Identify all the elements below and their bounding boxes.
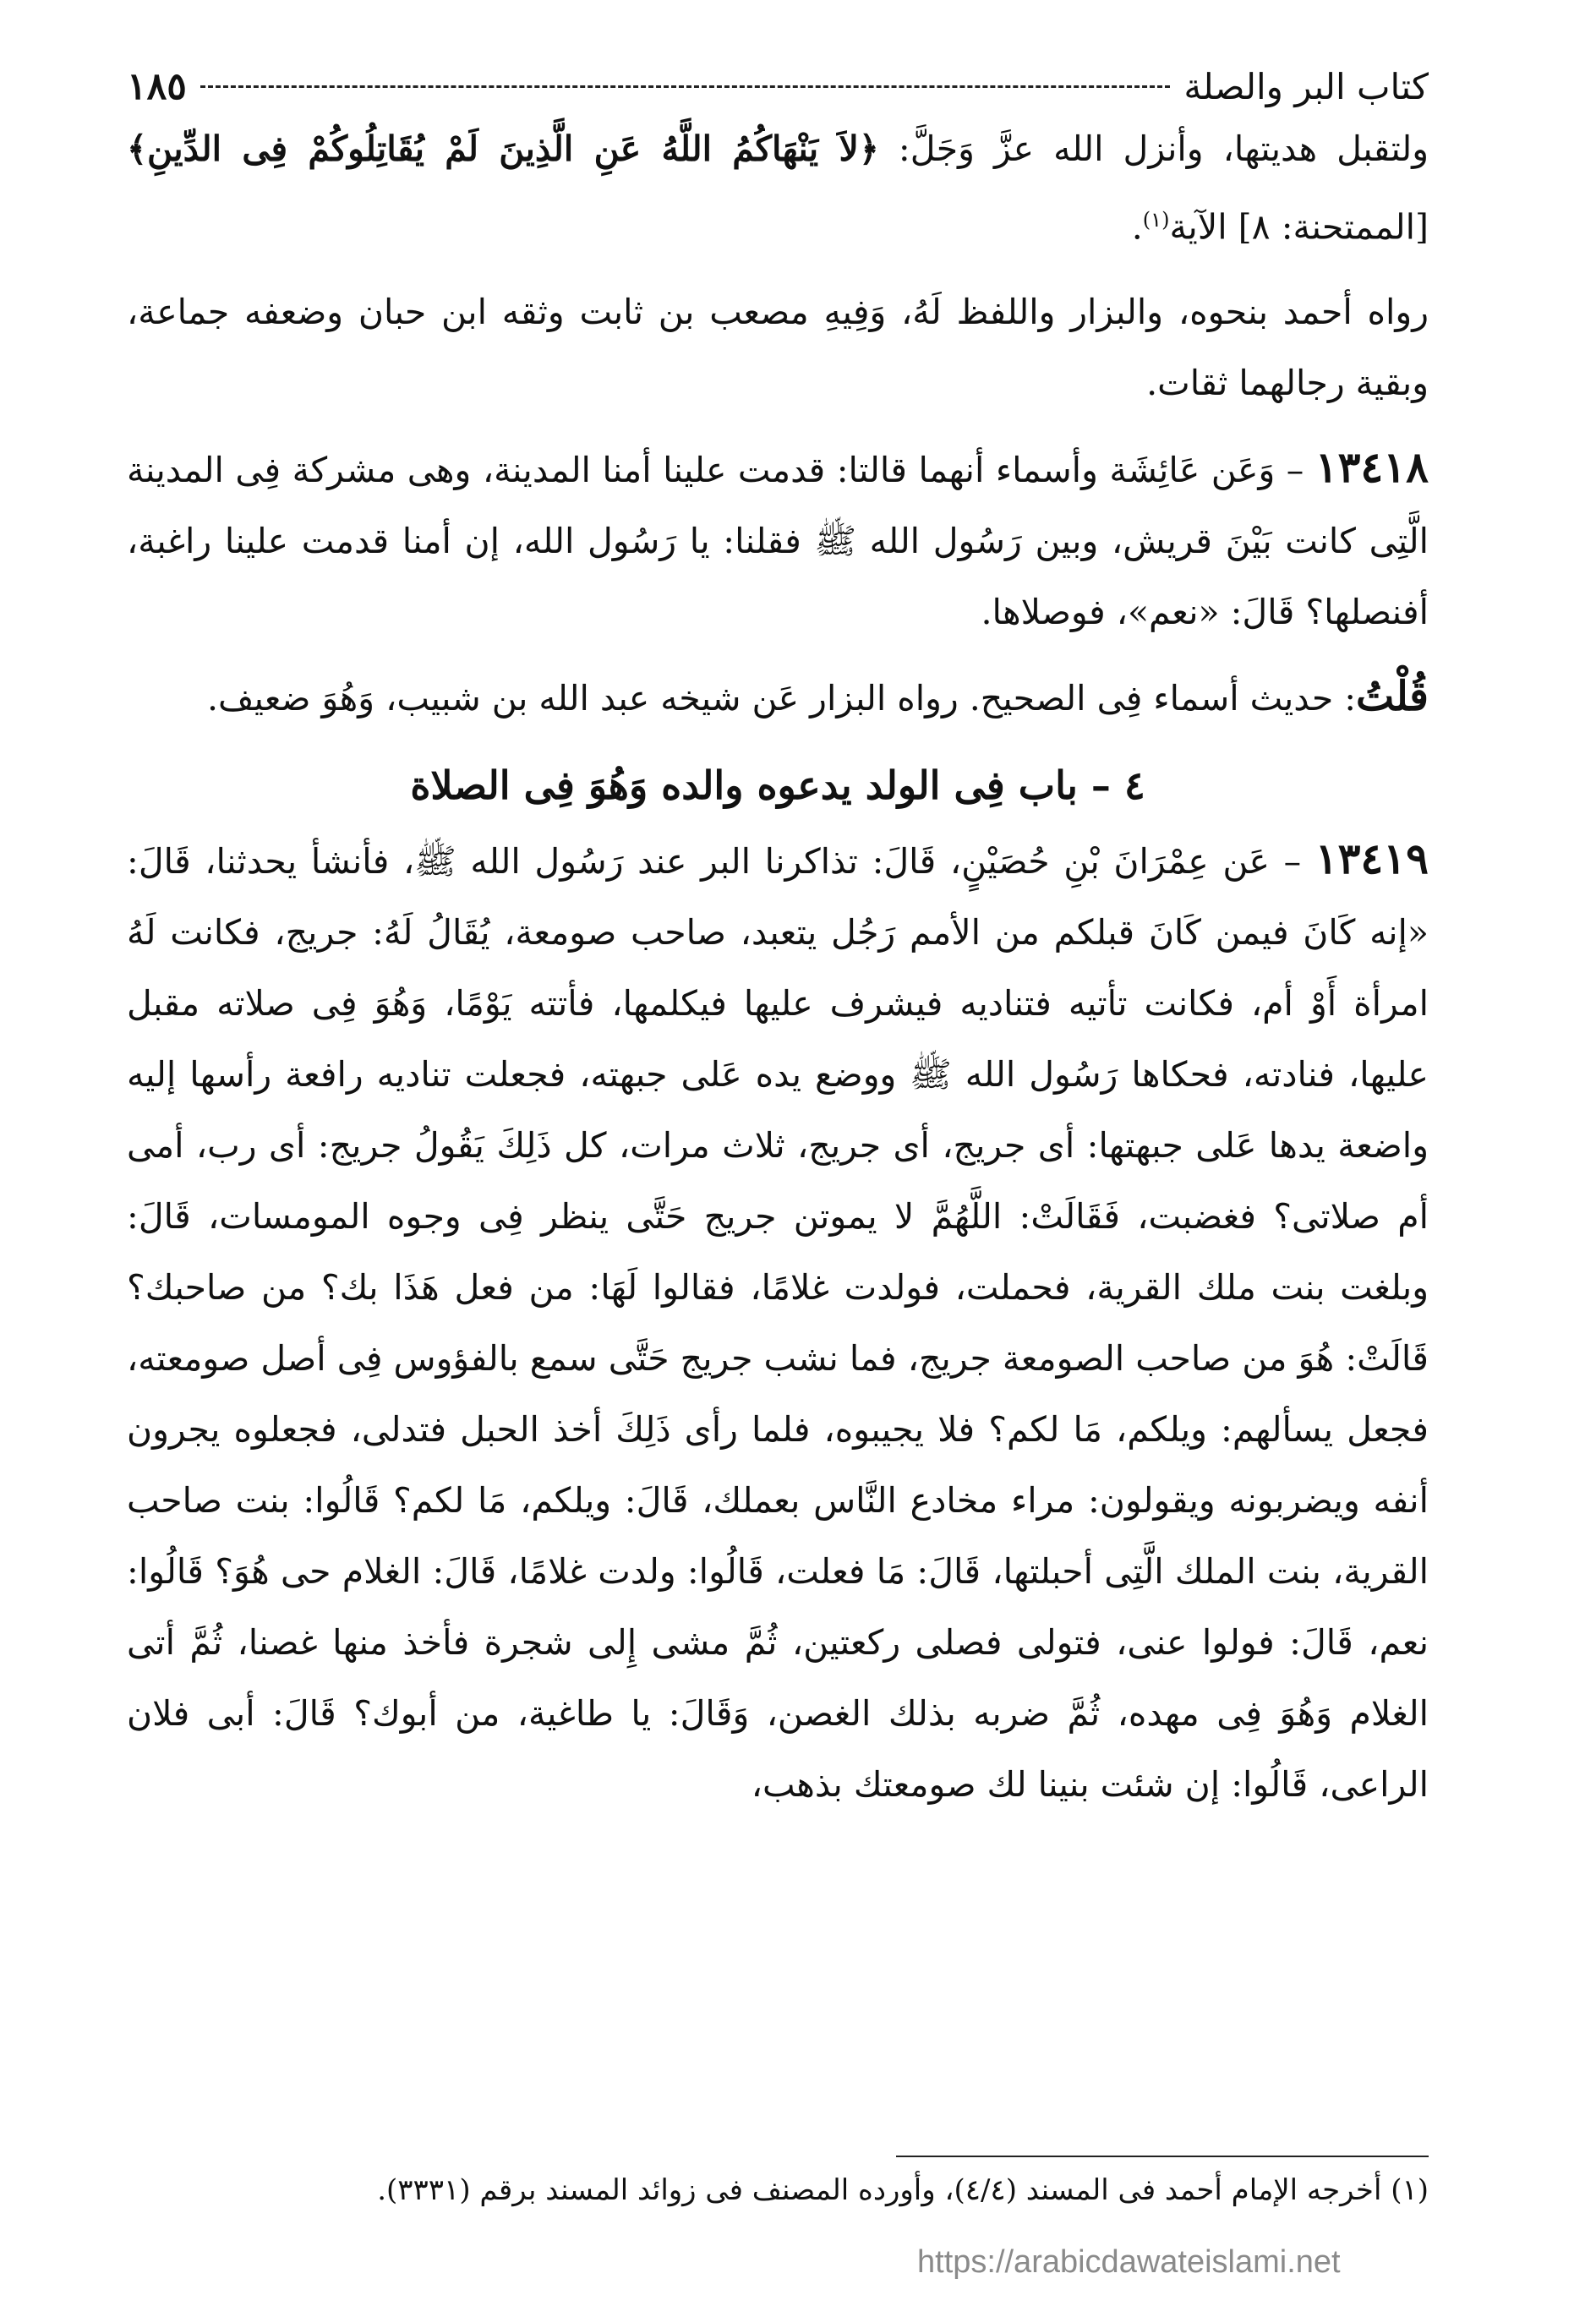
running-head	[127, 59, 1429, 113]
hadith-13419	[127, 823, 1429, 1820]
page-body	[127, 59, 1429, 1830]
sentence-end: .	[1131, 206, 1143, 248]
footnote-marker: (١)	[1142, 208, 1170, 232]
qult-text: : حديث أسماء فِى الصحيح. رواه البزار عَن شيخه عبد الله بن شبيب، وَهُوَ ضعيف.	[207, 677, 1357, 719]
watermark-url: https://arabicdawateislami.net	[917, 2244, 1341, 2280]
paragraph-continuation	[127, 113, 1429, 263]
footnote: (١) أخرجه الإمام أحمد فى المسند (٤/٤)، وأورده المصنف فى زوائد المسند برقم (٣٣٣١).	[377, 2173, 1429, 2207]
hadith-text: – وَعَن عَائِشَة وأسماء أنهما قالتا: قدمت علينا أمنا المدينة، وهى مشركة فِى المدينة الَّتِى كانت بَيْنَ قريش، وبين رَسُول الله ﷺ فقلنا: يا رَسُول الله، إن أمنا قدمت علينا راغبة، أفنصلها؟ قَالَ: «نعم»، فوصلاها.	[127, 449, 1429, 632]
page-number: ١٨٥	[127, 64, 187, 108]
quran-verse: ﴿لاَ يَنْهَاكُمُ اللَّهُ عَنِ الَّذِينَ لَمْ يُقَاتِلُوكُمْ فِى الدِّينِ﴾	[127, 128, 879, 169]
hadith-13418	[127, 432, 1429, 648]
qult-comment	[127, 661, 1429, 734]
running-title: كتاب البر والصلة	[1183, 65, 1429, 107]
paragraph-text: رواه أحمد بنحوه، والبزار واللفظ لَهُ، وَفِيهِ مصعب بن ثابت وثقه ابن حبان وضعفه جماعة، وبقية رجالهما ثقات.	[127, 291, 1429, 403]
chapter-heading: ٤ – باب فِى الولد يدعوه والده وَهُوَ فِى الصلاة	[410, 762, 1145, 808]
paragraph-text: ولتقبل هديتها، وأنزل الله عزَّ وَجَلَّ:	[878, 128, 1429, 169]
hadith-text: – عَن عِمْرَانَ بْنِ حُصَيْنٍ، قَالَ: تذاكرنا البر عند رَسُول الله ﷺ، فأنشأ يحدثنا، قَالَ: «إنه كَانَ فيمن كَانَ قبلكم من الأمم رَجُل يتعبد، صاحب صومعة، يُقَالُ لَهُ: جريج، فكانت لَهُ امرأة أَوْ أم، فكانت تأتيه فتناديه فيشرف عليها فيكلمها، فأتته يَوْمًا، وَهُوَ فِى صلاته مقبل عليها، فنادته، فحكاها رَسُول الله ﷺ ووضع يده عَلى جبهته، فجعلت تناديه رافعة رأسها إليه واضعة يدها عَلى جبهتها: أى جريج، أى جريج، ثلاث مرات، كل ذَلِكَ يَقُولُ جريج: أى رب، أمى أم صلاتى؟ فغضبت، فَقَالَتْ: اللَّهُمَّ لا يموتن جريج حَتَّى ينظر فِى وجوه المومسات، قَالَ: وبلغت بنت ملك القرية، فحملت، فولدت غلامًا، فقالوا لَهَا: من فعل هَذَا بك؟ من صاحبك؟ قَالَتْ: هُوَ من صاحب الصومعة جريج، فما نشب جريج حَتَّى سمع بالفؤوس فِى أصل صومعته، فجعل يسألهم: ويلكم، مَا لكم؟ فلا يجيبوه، فلما رأى ذَلِكَ أخذ الحبل فتدلى، فجعلوه يجرون أنفه ويضربونه ويقولون: مراء مخادع النَّاس بعملك، قَالَ: ويلكم، مَا لكم؟ قَالُوا: بنت صاحب القرية، بنت الملك الَّتِى أحبلتها، قَالَ: مَا فعلت، قَالُوا: ولدت غلامًا، قَالَ: الغلام حى هُوَ؟ قَالُوا: نعم، قَالَ: فولوا عنى، فتولى فصلى ركعتين، ثُمَّ مشى إِلى شجرة فأخذ منها غصنا، ثُمَّ أتى الغلام وَهُوَ فِى مهده، ثُمَّ ضربه بذلك الغصن، وَقَالَ: يا طاغية، من أبوك؟ قَالَ: أبى فلان الراعى، قَالُوا: إن شئت بنينا لك صومعتك بذهب،	[127, 840, 1429, 1805]
paragraph-narration-note	[127, 276, 1429, 418]
verse-citation: [الممتحنة: ٨] الآية	[1169, 206, 1429, 248]
qult-label: قُلْتُ	[1356, 672, 1429, 720]
footnote-divider	[896, 2156, 1429, 2157]
hadith-number: ١٣٤١٩	[1315, 833, 1429, 883]
hadith-number: ١٣٤١٨	[1315, 441, 1429, 492]
header-dash-rule	[200, 85, 1170, 88]
